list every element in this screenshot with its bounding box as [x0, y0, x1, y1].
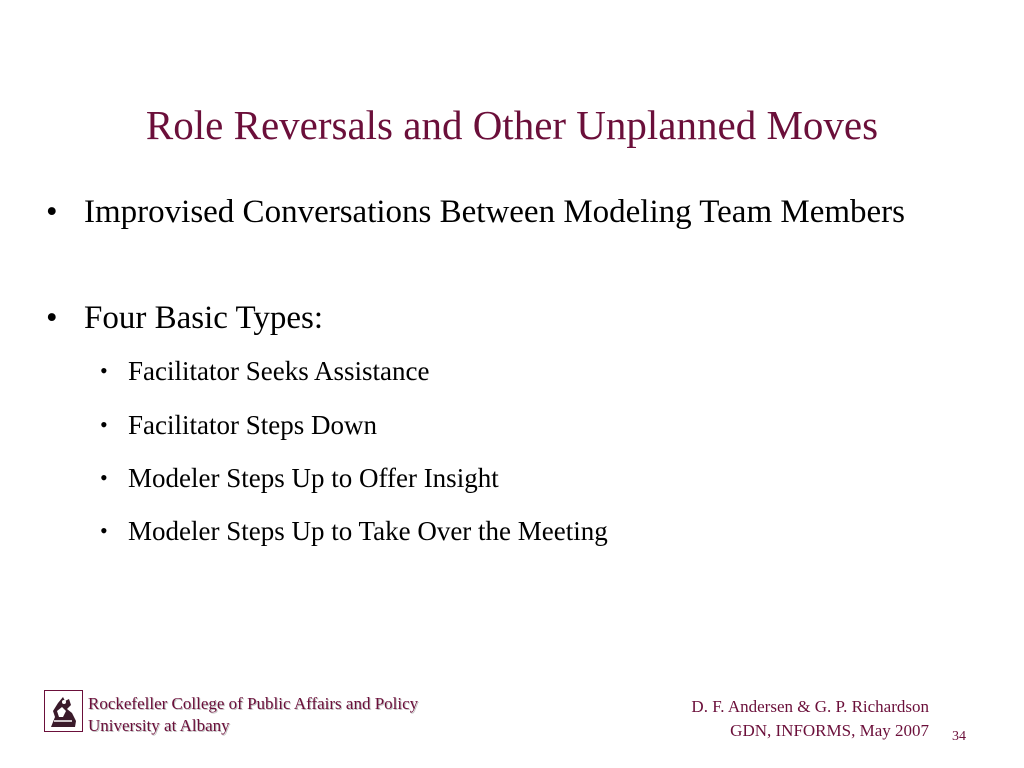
college-line1: Rockefeller College of Public Affairs and Policy [88, 694, 419, 713]
authors-line2: GDN, INFORMS, May 2007 [730, 721, 929, 740]
university-seal-icon [44, 690, 83, 732]
sub-bullet-marker: • [100, 465, 108, 490]
sub-bullet-text: Modeler Steps Up to Offer Insight [128, 463, 499, 493]
page-number: 34 [952, 729, 966, 744]
bullet-text: Four Basic Types: [84, 300, 324, 336]
college-name [88, 693, 418, 737]
bullet-text: Improvised Conversations Between Modeling Team Members [84, 194, 906, 230]
slide-title: Role Reversals and Other Unplanned Moves [145, 102, 879, 148]
sub-bullet-text: Modeler Steps Up to Take Over the Meeting [128, 516, 608, 546]
sub-bullet-text: Facilitator Seeks Assistance [128, 356, 430, 386]
bullet-marker: • [46, 300, 58, 336]
college-line2: University at Albany [88, 716, 230, 735]
author-credits [691, 695, 929, 743]
sub-bullet-text: Facilitator Steps Down [128, 410, 377, 440]
sub-bullet-marker: • [100, 358, 108, 383]
authors-line1: D. F. Andersen & G. P. Richardson [691, 697, 929, 716]
bullet-marker: • [46, 194, 58, 230]
sub-bullet-marker: • [100, 518, 108, 543]
sub-bullet-marker: • [100, 412, 108, 437]
